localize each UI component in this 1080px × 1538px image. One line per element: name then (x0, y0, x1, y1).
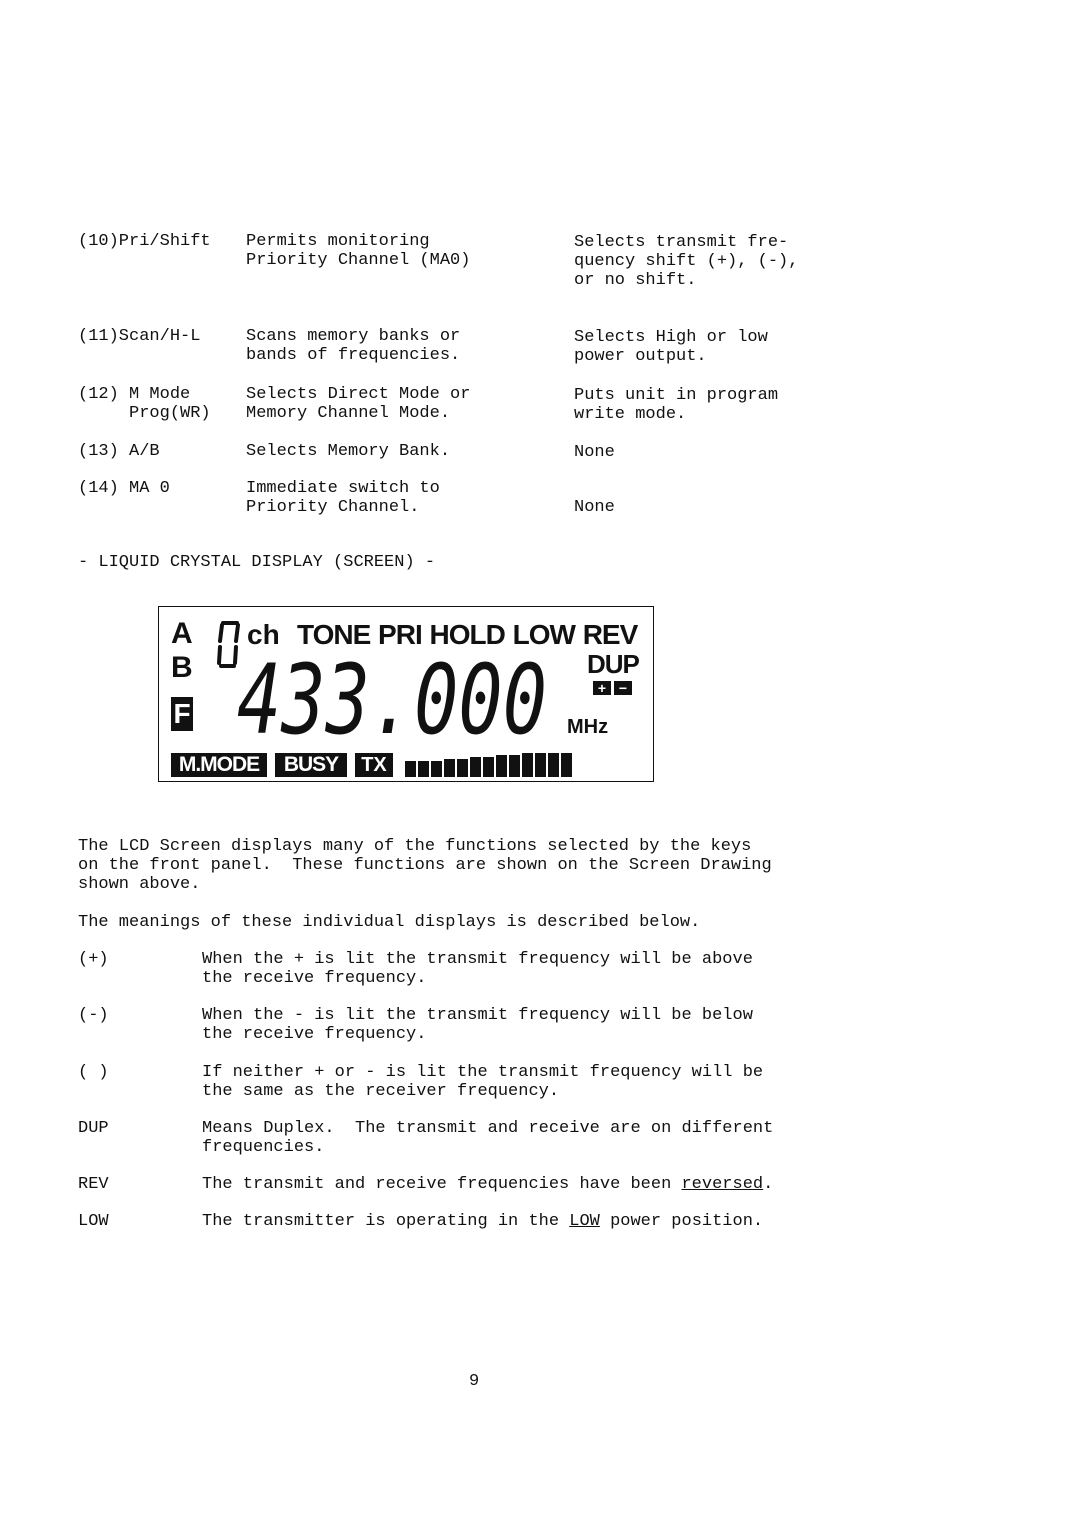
signal-bar (405, 761, 416, 777)
frequency-digits: 433.000 (237, 659, 547, 741)
key-10-second-function: Selects transmit fre- quency shift (+), (-), or no shift. (574, 233, 799, 290)
definition-term: (+) (78, 950, 109, 969)
definition-text: When the + is lit the transmit frequency will be above the receive frequency. (202, 950, 753, 988)
signal-bar (561, 753, 572, 777)
busy-indicator: BUSY (275, 753, 347, 777)
lcd-heading: - LIQUID CRYSTAL DISPLAY (SCREEN) - (78, 553, 436, 572)
key-10: (10)Pri/Shift (78, 232, 211, 251)
key-11: (11)Scan/H-L (78, 327, 201, 346)
definition-text-start: The transmit and receive frequencies have been (202, 1175, 682, 1194)
key-11-second-function: Selects High or low power output. (574, 328, 768, 366)
signal-meter (405, 751, 572, 777)
signal-bar (431, 761, 442, 777)
function-indicator: F (171, 697, 193, 731)
paragraph-intro: The LCD Screen displays many of the functions selected by the keys on the front panel. These functions are shown on the Screen Drawing shown above. (78, 837, 772, 894)
frequency-display (237, 659, 557, 741)
signal-bar (535, 753, 546, 777)
key-12-second: Prog(WR) (78, 404, 211, 423)
definition-text: If neither + or - is lit the transmit frequency will be the same as the receiver frequency. (202, 1063, 764, 1101)
signal-bar (509, 755, 520, 777)
signal-bar (470, 757, 481, 777)
key-14-second-function: None (574, 498, 615, 517)
key-13-second-function: None (574, 443, 615, 462)
tx-indicator: TX (355, 753, 393, 777)
definition-text-end: power position. (599, 1212, 764, 1231)
definition-text: Means Duplex. The transmit and receive are on different frequencies. (202, 1119, 774, 1157)
key-14: (14) MA 0 (78, 479, 170, 498)
bank-b-indicator: B (171, 651, 193, 684)
mmode-indicator: M.MODE (171, 753, 267, 777)
definition-text (202, 1212, 763, 1231)
signal-bar (418, 761, 429, 777)
signal-bar (444, 759, 455, 777)
key-11-function: Scans memory banks or bands of frequencies. (246, 327, 461, 365)
key-14-function: Immediate switch to Priority Channel. (246, 479, 440, 517)
key-10-function: Permits monitoring Priority Channel (MA0) (246, 232, 471, 270)
signal-bar (548, 753, 559, 777)
plus-indicator: + (593, 681, 611, 695)
dup-indicator: DUP (587, 649, 639, 679)
key-12-second-function: Puts unit in program write mode. (574, 386, 779, 424)
underlined-word: reversed (681, 1175, 764, 1194)
underlined-word: LOW (569, 1212, 600, 1231)
minus-indicator: − (614, 681, 632, 695)
bank-a-indicator: A (171, 617, 193, 650)
definition-text: When the - is lit the transmit frequency will be below the receive frequency. (202, 1006, 753, 1044)
signal-bar (483, 757, 494, 777)
key-12-function: Selects Direct Mode or Memory Channel Mode. (246, 385, 471, 423)
definition-term: ( ) (78, 1063, 109, 1082)
signal-bar (457, 759, 468, 777)
definition-term: REV (78, 1175, 109, 1194)
definition-term: (-) (78, 1006, 109, 1025)
definition-text-start: The transmitter is operating in the (202, 1212, 570, 1231)
definition-term: LOW (78, 1212, 109, 1231)
status-labels: TONE PRI HOLD LOW REV (297, 619, 638, 650)
key-12: (12) M Mode (78, 385, 191, 404)
definition-term: DUP (78, 1119, 109, 1138)
key-13-function: Selects Memory Bank. (246, 442, 451, 461)
paragraph-meanings: The meanings of these individual displays is described below. (78, 913, 701, 932)
page-number: 9 (469, 1372, 480, 1391)
ch-label: ch (247, 619, 280, 650)
mhz-label: MHz (567, 716, 609, 738)
lcd-screen-drawing (158, 606, 654, 782)
signal-bar (496, 755, 507, 777)
definition-text (202, 1175, 773, 1194)
signal-bar (522, 753, 533, 777)
key-13: (13) A/B (78, 442, 160, 461)
definition-text-end: . (763, 1175, 774, 1194)
